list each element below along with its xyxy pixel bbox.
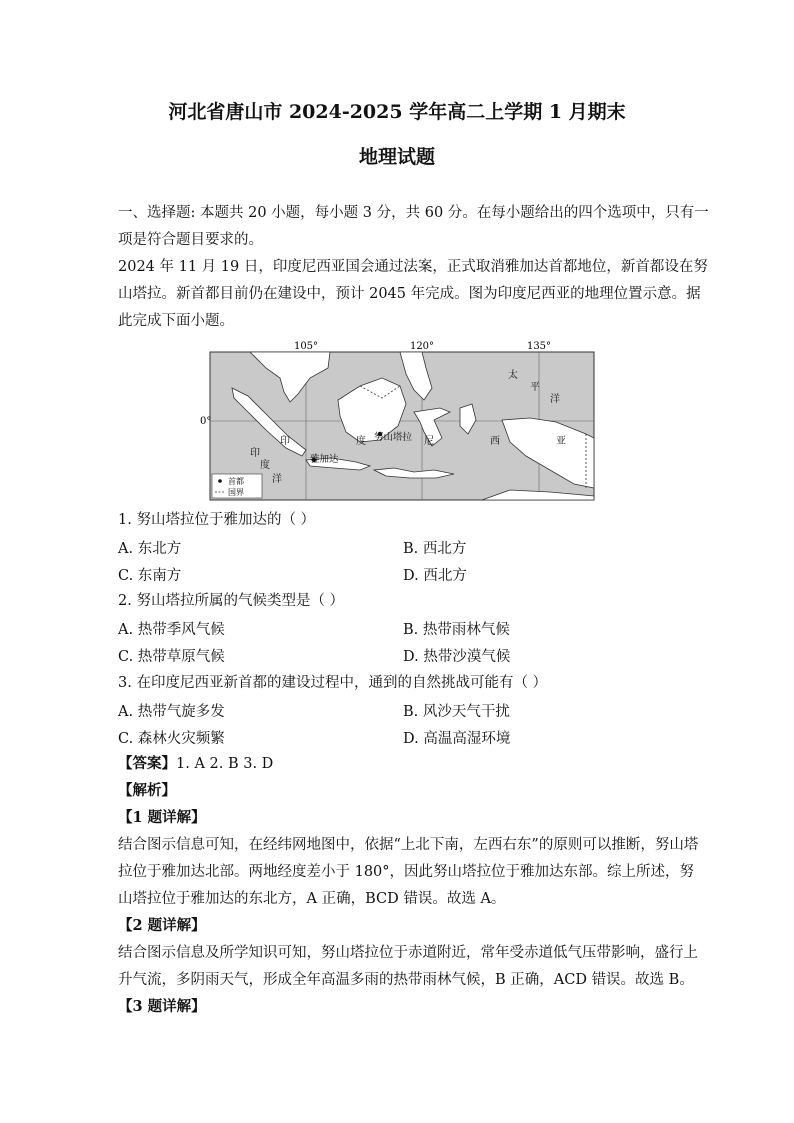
label-country-2: 尼: [424, 436, 434, 447]
indonesia-location-map: [200, 338, 594, 500]
section-intro-line-1: 一、选择题: 本题共 20 小题，每小题 3 分，共 60 分。在每小题给出的四个选项中，只有一: [118, 205, 709, 221]
document-subtitle: 地理试题: [358, 146, 435, 168]
answer-label: 【答案】: [118, 755, 176, 772]
q3-option-c: C. 森林火灾频繁: [118, 731, 225, 747]
lon-label-135: 135°: [526, 341, 552, 352]
q3-option-b: B. 风沙天气干扰: [403, 704, 510, 720]
section-intro-line-2: 项是符合题目要求的。: [118, 232, 263, 248]
label-jakarta: 雅加达: [310, 454, 339, 465]
label-country-4: 亚: [556, 436, 566, 447]
answer-line: [118, 754, 678, 774]
q1-analysis-label: 【1 题详解】: [118, 809, 206, 826]
legend-capital-symbol: [218, 479, 222, 483]
label-indian-3: 洋: [272, 474, 282, 485]
label-indian-1: 印: [250, 448, 260, 459]
label-pacific-2: 平: [530, 382, 540, 393]
legend-border-label: 国界: [228, 488, 244, 497]
label-country-1: 度: [356, 436, 366, 447]
q3-analysis-label: 【3 题详解】: [118, 998, 206, 1015]
question-2-stem: 2. 努山塔拉所属的气候类型是（ ）: [118, 593, 345, 609]
q2-analysis-label: 【2 题详解】: [118, 917, 206, 934]
map-legend: [212, 474, 262, 498]
q2-analysis-line-2: 升气流，多阴雨天气，形成全年高温多雨的热带雨林气候，B 正确，ACD 错误。故选 B。: [118, 972, 694, 988]
q2-analysis-line-1: 结合图示信息及所学知识可知，努山塔拉位于赤道附近，常年受赤道低气压带影响，盛行上: [118, 945, 698, 961]
q2-option-a: A. 热带季风气候: [118, 622, 225, 638]
q2-option-c: C. 热带草原气候: [118, 649, 225, 665]
q2-option-d: D. 热带沙漠气候: [403, 649, 511, 665]
passage-line-1: 2024 年 11 月 19 日，印度尼西亚国会通过法案，正式取消雅加达首都地位，新首都设在努: [118, 259, 708, 275]
label-pacific-1: 太: [508, 370, 518, 381]
q1-analysis-line-3: 山塔拉位于雅加达的东北方，A 正确，BCD 错误。故选 A。: [118, 891, 506, 907]
answer-text: 1. A 2. B 3. D: [176, 756, 274, 772]
question-3-stem: 3. 在印度尼西亚新首都的建设过程中，通到的自然挑战可能有（ ）: [118, 675, 548, 691]
q3-option-a: A. 热带气旋多发: [118, 704, 225, 720]
label-pacific-3: 洋: [550, 394, 560, 405]
label-country-3: 西: [490, 436, 500, 447]
q3-option-d: D. 高温高湿环境: [403, 731, 511, 747]
q1-option-d: D. 西北方: [403, 568, 467, 584]
q2-option-b: B. 热带雨林气候: [403, 622, 510, 638]
question-1-stem: 1. 努山塔拉位于雅加达的（ ）: [118, 512, 316, 528]
lat-label-0: 0°: [200, 416, 212, 427]
label-indian-top: 印: [280, 436, 290, 447]
lon-label-105: 105°: [293, 341, 319, 352]
label-indian-2: 度: [260, 460, 270, 471]
document-title: 河北省唐山市 2024-2025 学年高二上学期 1 月期末: [168, 101, 626, 123]
lon-label-120: 120°: [409, 341, 435, 352]
q1-option-a: A. 东北方: [118, 541, 182, 557]
passage-line-2: 山塔拉。新首都目前仍在建设中，预计 2045 年完成。图为印度尼西亚的地理位置示意。据: [118, 286, 701, 302]
label-nusantara: 努山塔拉: [374, 432, 413, 443]
analysis-label: 【解析】: [118, 782, 176, 799]
passage-line-3: 此完成下面小题。: [118, 313, 234, 329]
legend-capital-label: 首都: [228, 477, 244, 486]
q1-analysis-line-2: 拉位于雅加达北部。两地经度差小于 180°，因此努山塔拉位于雅加达东部。综上所述，努: [118, 864, 695, 880]
q1-analysis-line-1: 结合图示信息可知，在经纬网地图中，依据“上北下南，左西右东”的原则可以推断，努山塔: [118, 837, 699, 853]
q1-option-b: B. 西北方: [403, 541, 467, 557]
q1-option-c: C. 东南方: [118, 568, 182, 584]
